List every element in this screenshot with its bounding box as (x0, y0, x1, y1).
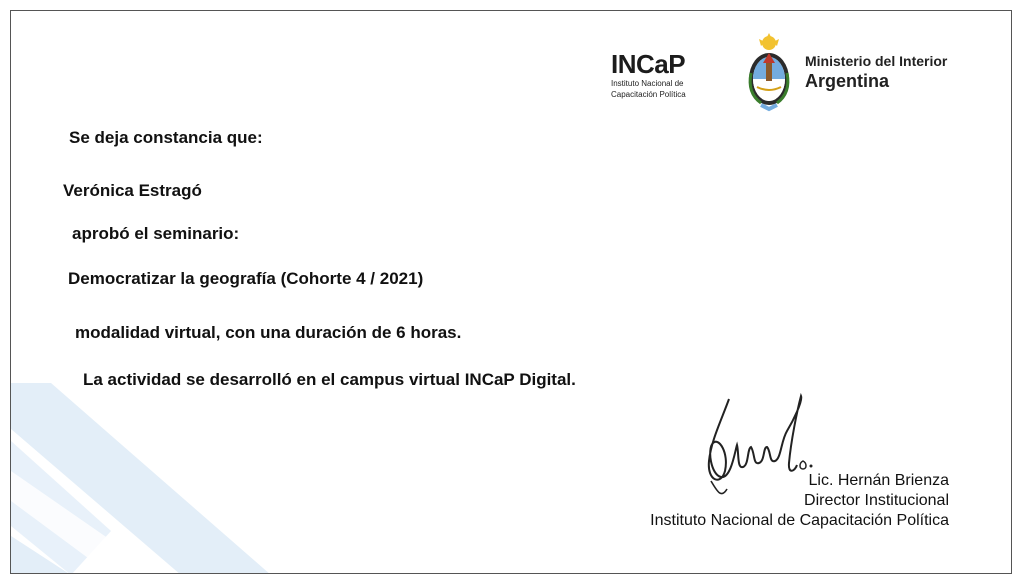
incap-logo (611, 51, 686, 99)
campus-text: La actividad se desarrolló en el campus virtual INCaP Digital. (83, 370, 576, 389)
signatory-institution: Instituto Nacional de Capacitación Política (650, 512, 949, 529)
signatory-role: Director Institucional (804, 492, 949, 509)
ministerio-country: Argentina (805, 71, 890, 91)
incap-logo-subtitle-1: Instituto Nacional de (611, 79, 684, 88)
signatory-block (650, 471, 949, 531)
intro-text: Se deja constancia que: (69, 128, 263, 147)
ministerio-title: Ministerio del Interior (805, 53, 948, 69)
course-title: Democratizar la geografía (Cohorte 4 / 2021) (68, 269, 424, 288)
approved-text: aprobó el seminario: (72, 224, 240, 243)
incap-logo-name: INCaP (611, 49, 686, 79)
signatory-name: Lic. Hernán Brienza (808, 472, 949, 489)
incap-logo-subtitle-2: Capacitación Política (611, 90, 686, 99)
modality-text: modalidad virtual, con una duración de 6 horas. (75, 323, 462, 342)
recipient-name: Verónica Estragó (63, 181, 202, 200)
certificate (10, 10, 1012, 574)
argentina-coat-of-arms-icon (741, 33, 797, 113)
